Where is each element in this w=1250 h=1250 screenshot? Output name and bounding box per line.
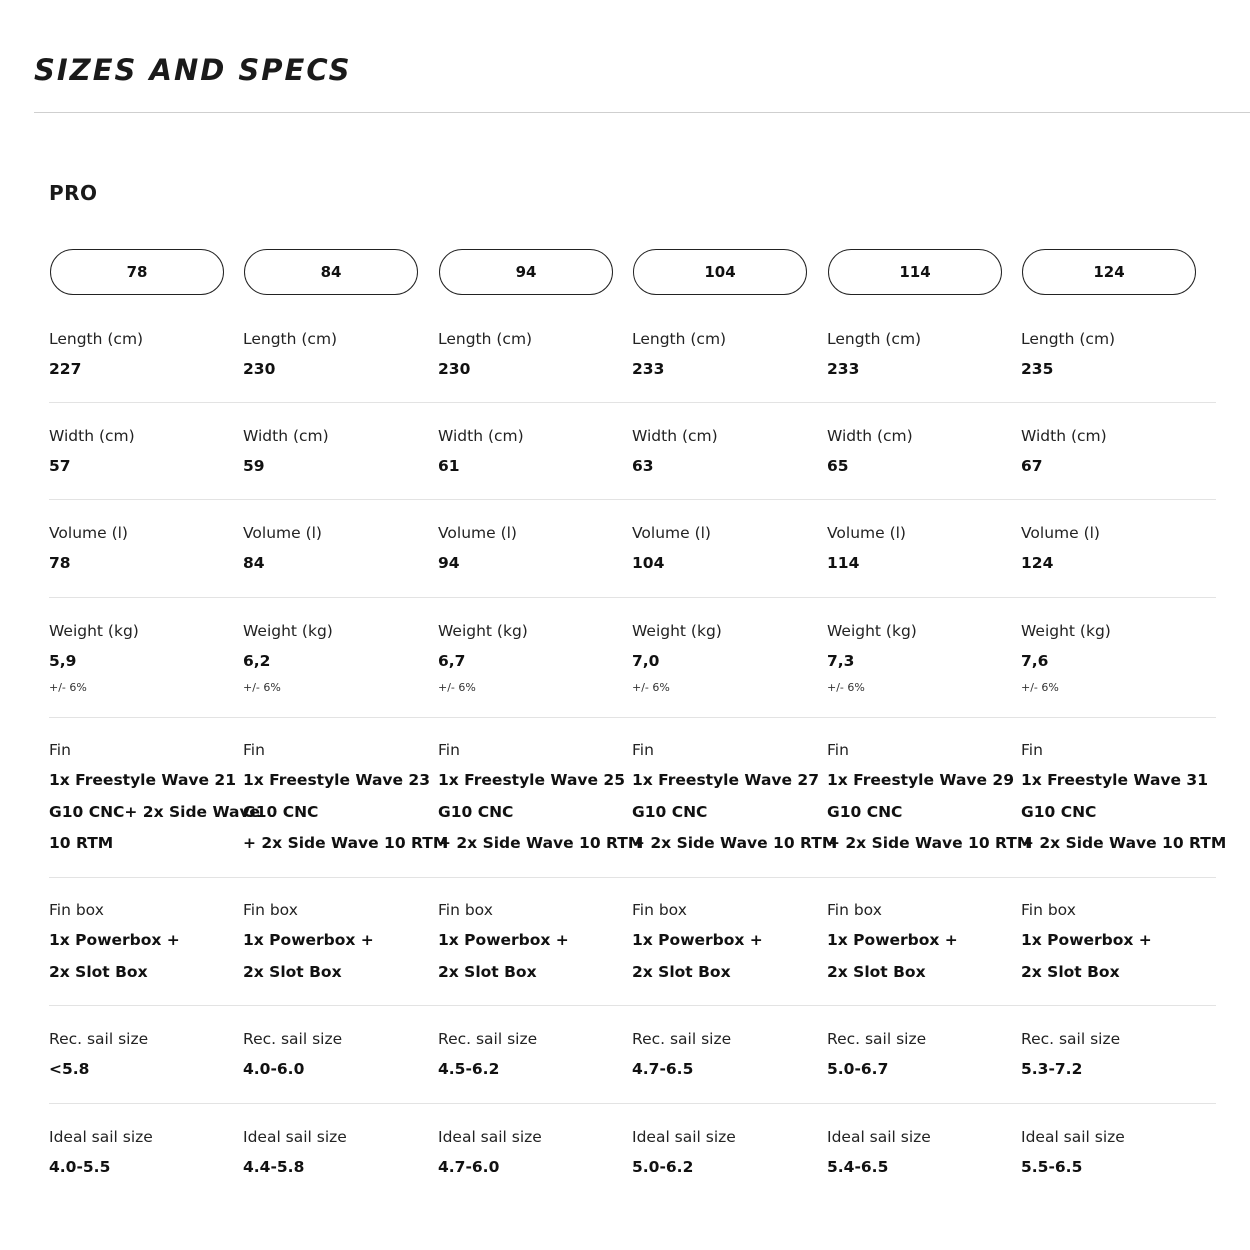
spec-value (1021, 1054, 1215, 1086)
size-button-84[interactable]: 84 (244, 249, 418, 295)
spec-value-line: 4.7-6.5 (632, 1060, 694, 1078)
spec-value (632, 1152, 826, 1184)
spec-label: Volume (l) (438, 524, 517, 542)
spec-cell (827, 426, 1021, 483)
spec-value (1021, 925, 1215, 988)
spec-value-line: 1x Powerbox + (243, 931, 374, 949)
spec-value-line: + 2x Side Wave 10 RTM (243, 834, 449, 852)
spec-value-line: 10 RTM (49, 834, 114, 852)
title-divider (34, 112, 1250, 113)
spec-label: Weight (kg) (243, 622, 333, 640)
row-divider (49, 1103, 1216, 1104)
spec-value-line: + 2x Side Wave 10 RTM (632, 834, 838, 852)
spec-value (827, 451, 1021, 483)
spec-value-line: 4.7-6.0 (438, 1158, 500, 1176)
spec-label: Weight (kg) (827, 622, 917, 640)
spec-value-line: 1x Freestyle Wave 23 (243, 771, 430, 789)
spec-cell (49, 523, 243, 580)
spec-value-line: 65 (827, 457, 849, 475)
spec-cell (827, 1029, 1021, 1086)
spec-value-line: 1x Powerbox + (632, 931, 763, 949)
spec-cell (827, 1127, 1021, 1184)
spec-value-line: 114 (827, 554, 860, 572)
spec-value (49, 1054, 243, 1086)
spec-value (632, 451, 826, 483)
spec-cell (438, 329, 632, 386)
spec-cell (827, 329, 1021, 386)
spec-label: Volume (l) (632, 524, 711, 542)
spec-label: Length (cm) (243, 330, 338, 348)
spec-value-line: 1x Freestyle Wave 21 (49, 771, 236, 789)
spec-cell (632, 329, 826, 386)
spec-value-line: 2x Slot Box (1021, 962, 1120, 981)
size-button-94[interactable]: 94 (439, 249, 613, 295)
spec-label: Fin box (827, 901, 882, 919)
spec-value (438, 1054, 632, 1086)
spec-value-line: 5,9 (49, 652, 77, 670)
spec-value (1021, 354, 1215, 386)
spec-label: Width (cm) (632, 427, 718, 445)
spec-value (49, 548, 243, 580)
spec-value (827, 1152, 1021, 1184)
spec-value-line: + 2x Side Wave 10 RTM (1021, 834, 1227, 852)
spec-label: Length (cm) (1021, 330, 1116, 348)
spec-label: Ideal sail size (243, 1128, 347, 1146)
spec-cell (1021, 900, 1215, 988)
spec-label: Ideal sail size (438, 1128, 542, 1146)
spec-cell (438, 621, 632, 695)
spec-value-line: 59 (243, 457, 265, 475)
spec-value (438, 765, 644, 860)
spec-value (632, 765, 838, 860)
spec-value-line: 1x Freestyle Wave 29 (827, 771, 1014, 789)
spec-value (49, 451, 243, 483)
spec-value-line: G10 CNC+ 2x Side Wave (49, 802, 261, 821)
spec-value-line: 2x Slot Box (49, 962, 148, 981)
spec-cell (49, 426, 243, 483)
spec-cell (438, 740, 644, 860)
spec-label: Ideal sail size (632, 1128, 736, 1146)
spec-value (49, 354, 243, 386)
spec-value-line: 104 (632, 554, 665, 572)
spec-label: Fin box (243, 901, 298, 919)
spec-value-line: 235 (1021, 360, 1054, 378)
spec-cell (438, 900, 632, 988)
spec-label: Length (cm) (827, 330, 922, 348)
page-title: SIZES AND SPECS (34, 53, 352, 87)
row-divider (49, 402, 1216, 403)
spec-value-line: 4.4-5.8 (243, 1158, 305, 1176)
spec-value-line: 67 (1021, 457, 1043, 475)
spec-value-line: 78 (49, 554, 71, 572)
spec-cell (632, 523, 826, 580)
spec-value-line: 4.0-6.0 (243, 1060, 305, 1078)
spec-cell (632, 740, 838, 860)
spec-label: Width (cm) (49, 427, 135, 445)
spec-note: +/- 6% (243, 680, 281, 694)
spec-value-line: G10 CNC (1021, 802, 1097, 821)
spec-cell (49, 1029, 243, 1086)
spec-value (49, 1152, 243, 1184)
spec-value (243, 548, 437, 580)
spec-value (243, 646, 437, 678)
spec-value (632, 646, 826, 678)
spec-value-line: G10 CNC (827, 802, 903, 821)
spec-cell (827, 621, 1021, 695)
spec-label: Length (cm) (632, 330, 727, 348)
size-button-104[interactable]: 104 (633, 249, 807, 295)
spec-value-line: 94 (438, 554, 460, 572)
row-divider (49, 499, 1216, 500)
spec-cell (49, 621, 243, 695)
spec-note: +/- 6% (438, 680, 476, 694)
spec-value (1021, 765, 1227, 860)
spec-cell (243, 426, 437, 483)
spec-cell (1021, 523, 1215, 580)
spec-value (827, 1054, 1021, 1086)
spec-cell (49, 740, 261, 860)
row-divider (49, 717, 1216, 718)
spec-cell (243, 1127, 437, 1184)
spec-label: Rec. sail size (243, 1030, 343, 1048)
spec-cell (632, 621, 826, 695)
spec-label: Ideal sail size (827, 1128, 931, 1146)
spec-value-line: 5.0-6.7 (827, 1060, 889, 1078)
spec-cell (1021, 1127, 1215, 1184)
spec-cell (632, 1029, 826, 1086)
spec-value (632, 1054, 826, 1086)
spec-cell (49, 900, 243, 988)
spec-value (632, 354, 826, 386)
spec-label: Rec. sail size (49, 1030, 149, 1048)
spec-cell (243, 523, 437, 580)
spec-label: Volume (l) (1021, 524, 1100, 542)
spec-value-line: 1x Powerbox + (49, 931, 180, 949)
spec-cell (243, 329, 437, 386)
spec-value-line: 5.5-6.5 (1021, 1158, 1083, 1176)
spec-cell (632, 900, 826, 988)
spec-value-line: G10 CNC (438, 802, 514, 821)
spec-cell (243, 740, 449, 860)
spec-label: Fin box (632, 901, 687, 919)
spec-label: Fin (1021, 741, 1043, 759)
spec-note: +/- 6% (49, 680, 87, 694)
spec-value (438, 451, 632, 483)
size-button-78[interactable]: 78 (50, 249, 224, 295)
spec-cell (827, 900, 1021, 988)
spec-value (243, 765, 449, 860)
spec-label: Ideal sail size (49, 1128, 153, 1146)
spec-value-line: 6,2 (243, 652, 271, 670)
spec-label: Fin (243, 741, 265, 759)
spec-value (243, 925, 437, 988)
spec-cell (438, 1029, 632, 1086)
spec-value-line: 2x Slot Box (243, 962, 342, 981)
section-label: PRO (49, 181, 98, 205)
spec-value (49, 765, 261, 860)
spec-cell (1021, 426, 1215, 483)
spec-value-line: 63 (632, 457, 654, 475)
spec-value-line: 124 (1021, 554, 1054, 572)
spec-cell (438, 523, 632, 580)
row-divider (49, 1005, 1216, 1006)
spec-label: Volume (l) (827, 524, 906, 542)
spec-value-line: 84 (243, 554, 265, 572)
spec-value (1021, 1152, 1215, 1184)
spec-value-line: 57 (49, 457, 71, 475)
spec-label: Volume (l) (243, 524, 322, 542)
spec-value-line: 1x Freestyle Wave 27 (632, 771, 819, 789)
spec-value (438, 354, 632, 386)
spec-value-line: 5.4-6.5 (827, 1158, 889, 1176)
spec-label: Fin (49, 741, 71, 759)
spec-value-line: 1x Freestyle Wave 25 (438, 771, 625, 789)
spec-cell (438, 1127, 632, 1184)
spec-value (827, 925, 1021, 988)
spec-value-line: 1x Powerbox + (1021, 931, 1152, 949)
spec-value (827, 548, 1021, 580)
spec-value (1021, 451, 1215, 483)
spec-value-line: 1x Freestyle Wave 31 (1021, 771, 1208, 789)
spec-value-line: 1x Powerbox + (438, 931, 569, 949)
spec-value-line: + 2x Side Wave 10 RTM (827, 834, 1033, 852)
spec-value-line: 7,3 (827, 652, 855, 670)
spec-value (49, 646, 243, 678)
spec-value (243, 354, 437, 386)
spec-cell (49, 1127, 243, 1184)
spec-label: Rec. sail size (438, 1030, 538, 1048)
row-divider (49, 877, 1216, 878)
size-button-114[interactable]: 114 (828, 249, 1002, 295)
spec-value-line: 2x Slot Box (438, 962, 537, 981)
spec-value (1021, 548, 1215, 580)
spec-value-line: 1x Powerbox + (827, 931, 958, 949)
spec-value-line: + 2x Side Wave 10 RTM (438, 834, 644, 852)
spec-cell (827, 523, 1021, 580)
spec-value-line: 230 (438, 360, 471, 378)
spec-cell (49, 329, 243, 386)
spec-label: Weight (kg) (1021, 622, 1111, 640)
spec-value (438, 925, 632, 988)
spec-value (438, 646, 632, 678)
spec-value (1021, 646, 1215, 678)
spec-value-line: 7,6 (1021, 652, 1049, 670)
spec-value (632, 925, 826, 988)
spec-label: Fin (438, 741, 460, 759)
spec-label: Width (cm) (438, 427, 524, 445)
spec-value-line: <5.8 (49, 1060, 90, 1078)
spec-label: Width (cm) (243, 427, 329, 445)
spec-value-line: 4.5-6.2 (438, 1060, 500, 1078)
spec-label: Width (cm) (827, 427, 913, 445)
spec-value (827, 765, 1033, 860)
spec-cell (1021, 1029, 1215, 1086)
spec-value-line: 5.3-7.2 (1021, 1060, 1083, 1078)
spec-label: Rec. sail size (632, 1030, 732, 1048)
spec-label: Fin box (49, 901, 104, 919)
spec-cell (632, 426, 826, 483)
spec-cell (1021, 740, 1227, 860)
spec-value (243, 451, 437, 483)
spec-value-line: 61 (438, 457, 460, 475)
spec-note: +/- 6% (632, 680, 670, 694)
spec-value (632, 548, 826, 580)
spec-value (827, 354, 1021, 386)
spec-value-line: G10 CNC (243, 802, 319, 821)
spec-value-line: 7,0 (632, 652, 660, 670)
spec-label: Rec. sail size (827, 1030, 927, 1048)
spec-value-line: 4.0-5.5 (49, 1158, 111, 1176)
spec-value-line: 2x Slot Box (632, 962, 731, 981)
spec-value-line: 233 (827, 360, 860, 378)
size-button-124[interactable]: 124 (1022, 249, 1196, 295)
spec-label: Volume (l) (49, 524, 128, 542)
spec-value-line: 230 (243, 360, 276, 378)
spec-value-line: 227 (49, 360, 82, 378)
spec-label: Fin box (1021, 901, 1076, 919)
spec-cell (438, 426, 632, 483)
spec-label: Weight (kg) (632, 622, 722, 640)
spec-value-line: 233 (632, 360, 665, 378)
spec-note: +/- 6% (1021, 680, 1059, 694)
spec-cell (243, 900, 437, 988)
spec-label: Length (cm) (49, 330, 144, 348)
spec-cell (1021, 329, 1215, 386)
spec-label: Fin (827, 741, 849, 759)
spec-label: Rec. sail size (1021, 1030, 1121, 1048)
spec-cell (243, 621, 437, 695)
spec-label: Ideal sail size (1021, 1128, 1125, 1146)
spec-cell (632, 1127, 826, 1184)
row-divider (49, 597, 1216, 598)
spec-value (438, 548, 632, 580)
spec-label: Width (cm) (1021, 427, 1107, 445)
spec-value-line: G10 CNC (632, 802, 708, 821)
spec-label: Fin box (438, 901, 493, 919)
spec-value (49, 925, 243, 988)
spec-label: Weight (kg) (438, 622, 528, 640)
spec-value (827, 646, 1021, 678)
spec-note: +/- 6% (827, 680, 865, 694)
spec-cell (243, 1029, 437, 1086)
spec-value-line: 2x Slot Box (827, 962, 926, 981)
spec-cell (827, 740, 1033, 860)
spec-label: Length (cm) (438, 330, 533, 348)
spec-cell (1021, 621, 1215, 695)
spec-value (438, 1152, 632, 1184)
spec-value (243, 1054, 437, 1086)
spec-label: Fin (632, 741, 654, 759)
spec-value-line: 5.0-6.2 (632, 1158, 694, 1176)
spec-value-line: 6,7 (438, 652, 466, 670)
spec-value (243, 1152, 437, 1184)
spec-label: Weight (kg) (49, 622, 139, 640)
size-selector (50, 249, 1216, 297)
